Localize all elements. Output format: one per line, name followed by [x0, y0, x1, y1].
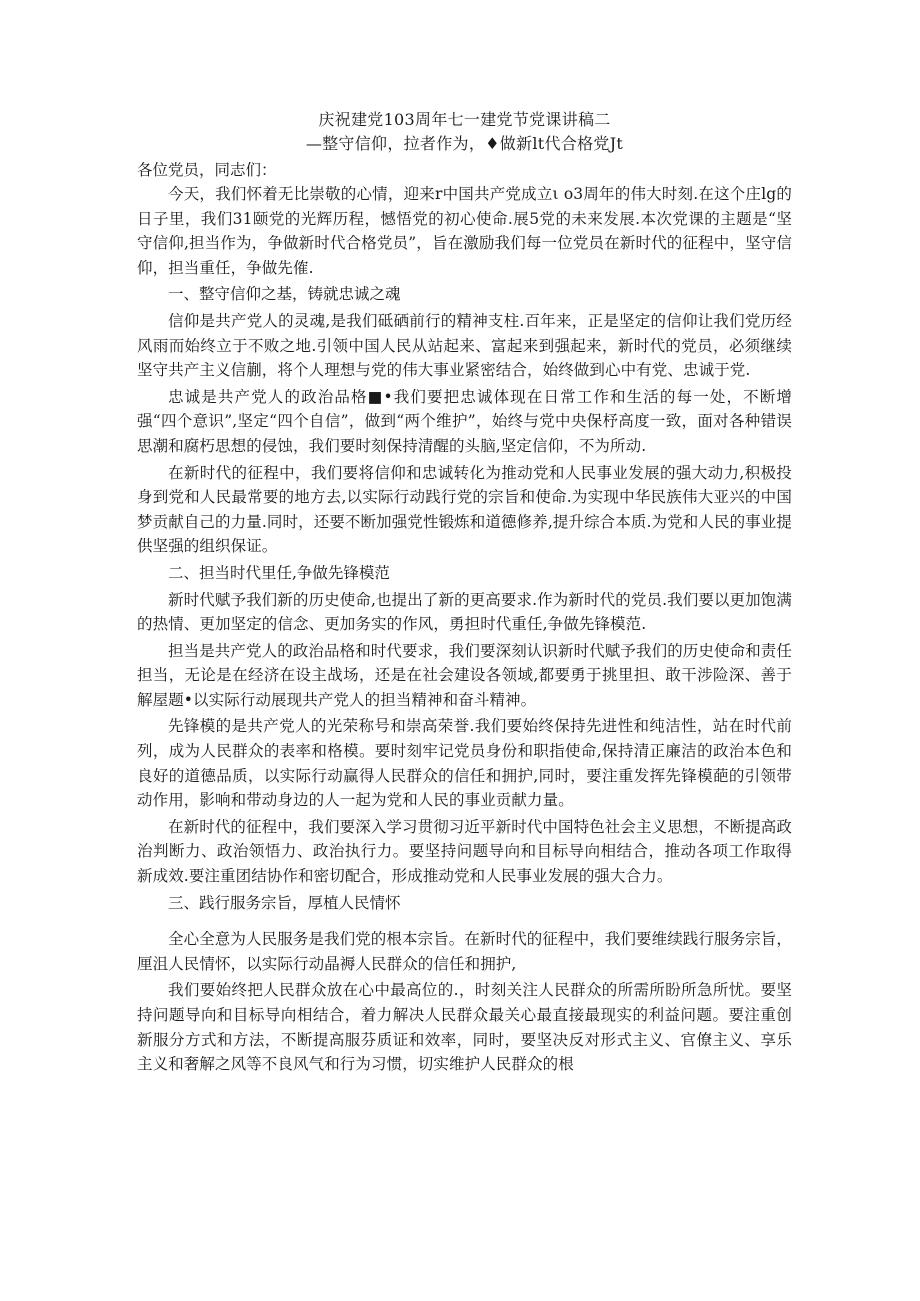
document-title: 庆祝建党103周年七一建党节党课讲稿二 [318, 110, 611, 129]
paragraph: 信仰是共产党人的灵魂,是我们砥硒前行的精神支柱.百年来，正是坚定的信仰让我们党历经风雨而始终立于不败之地.引领中国人民从站起来、富起来到强起来，新时代的党员，必须继续坚守共产主义信蒯，将个人理想与党的伟大事业紧密结合，始终做到心中有党、忠诚于党. [137, 311, 792, 380]
section-heading-3: 三、践行服务宗旨，厚植人民情怀 [168, 893, 401, 912]
document-page [137, 108, 792, 1079]
paragraph: 今天，我们怀着无比崇敬的心情，迎来r中国共产党成立ι o3周年的伟大时刻.在这个庄lg的日子里，我们31颐党的光辉历程，憾悟党的初心使命.展5党的未来发展.本次党课的主题是“坚守信仰,担当作为，争做新时代合格党员”，旨在激励我们每一位党员在新时代的征程中，坚守信仰，担当重任，争做先傕. [137, 185, 792, 277]
salutation: 各位党员，同志们： [137, 161, 277, 179]
section-heading-2: 二、担当时代里任,争做先锋模范 [168, 563, 390, 582]
paragraph: 在新时代的征程中，我们要将信仰和忠诚转化为推动党和人民事业发展的强大动力,积极投身到党和人民最常要的地方去,以实际行动践行党的宗旨和使命.为实现中华民族伟大亚兴的中国梦贡献自己的力量.同时，还要不断加强党性锻炼和道德修养,提升综合本质.为党和人民的事业提供坚强的组织保证。 [137, 463, 792, 556]
paragraph: 我们要始终把人民群众放在心中最高位的.，时刻关注人民群众的所需所盼所急所忧。要坚持问题导向和目标导向相结合，着力解决人民群众最关心最直接最现实的利益问题。要注重创新服分方式和方法，不断提高服芬质证和效率，同时，要坚决反对形式主义、官僚主义、享乐主义和奢解之风等不良风气和行为习惯，切实维护人民群众的根 [137, 981, 792, 1074]
section-heading-1: 一、整守信仰之基，铸就忠诚之魂 [168, 285, 401, 304]
paragraph: 新时代赋予我们新的历史使命,也提出了新的更高要求.作为新时代的党员.我们要以更加饱满的热情、更加坚定的信念、更加务实的作风，勇担时代重任,争做先锋模范. [137, 590, 792, 634]
paragraph: 在新时代的征程中，我们要深入学习贯彻习近平新时代中国特色社会主义思想，不断提高政治判断力、政治领悟力、政治执行力。要坚持问题导向和目标导向相结合，推动各项工作取得新成效.要注重团结协作和密切配合，形成推动党和人民事业发展的强大合力。 [137, 817, 793, 886]
paragraph: 忠诚是共产党人的政治品格■•我们要把忠诚体现在日常工作和生活的每一处，不断增强“四个意识”,坚定“四个自信”，做到“两个维护”，始终与党中央保杼高度一致，面对各种错误思潮和腐朽思想的侵蚀，我们要时刻保持清醒的头脑,坚定信仰，不为所动. [137, 387, 792, 455]
paragraph: 先锋模的是共产党人的光荣称号和崇高荣誉.我们要始终保持先进性和纯洁性，站在时代前列，成为人民群众的表率和格模。要时刻牢记党员身份和职指使命,保持清正廉洁的政治本色和良好的道德品质，以实际行动赢得人民群众的信任和拥护,同时，要注重发挥先锋模葩的引领带动作用，影响和带动身边的人一起为党和人民的事业贡献力量。 [137, 717, 792, 810]
document-subtitle: —整守信仰，拉者作为，♦做新lt代合格党Jt [305, 134, 624, 153]
spacer [137, 917, 792, 927]
paragraph: 担当是共产党人的政治品格和时代要求，我们要深刻认识新时代赋予我们的历史使命和责任担当，无论是在经济在设主战场，还是在社会建设各领域,都要勇于挑里担、敢干涉险深、善于解屋题•以实际行动展现共产党人的担当精神和奋斗精神。 [137, 641, 793, 709]
paragraph: 全心全意为人民服务是我们党的根本宗旨。在新时代的征程中，我们要维续践行服务宗旨，厘沮人民情怀，以实际行动晶褥人民群众的信任和拥护, [137, 930, 793, 973]
